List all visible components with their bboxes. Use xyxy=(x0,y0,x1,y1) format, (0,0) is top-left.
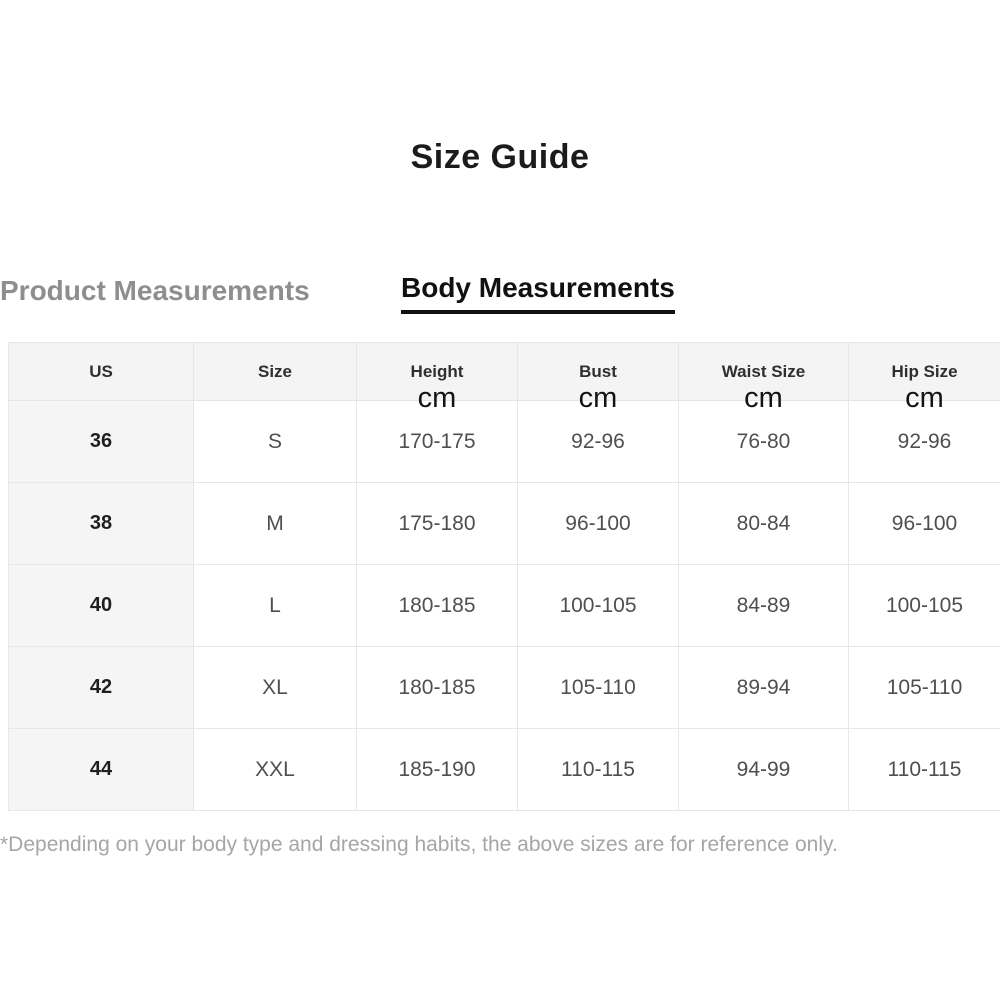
table-cell: L xyxy=(194,565,357,647)
column-header-size xyxy=(194,343,357,401)
table-cell: 42 xyxy=(9,647,194,729)
table-cell: 110-115 xyxy=(518,729,679,811)
table-cell: 100-105 xyxy=(518,565,679,647)
column-unit-label: cm xyxy=(744,382,783,414)
table-cell: 36 xyxy=(9,401,194,483)
table-cell: 92-96 xyxy=(849,401,1000,483)
table-row xyxy=(9,483,1000,565)
table-row xyxy=(9,565,1000,647)
table-cell: 185-190 xyxy=(357,729,518,811)
table-cell: S xyxy=(194,401,357,483)
column-header-label: Size xyxy=(257,361,293,381)
table-row xyxy=(9,729,1000,811)
table-cell: 105-110 xyxy=(849,647,1000,729)
column-header-label: Height xyxy=(410,361,464,381)
table-cell: 44 xyxy=(9,729,194,811)
column-unit-label: cm xyxy=(905,382,944,414)
column-unit-label: cm xyxy=(417,382,457,414)
table-cell: 170-175 xyxy=(357,401,518,483)
column-unit-label: cm xyxy=(578,382,618,414)
table-cell: 40 xyxy=(9,565,194,647)
column-header-waist-size xyxy=(679,343,849,414)
table-row xyxy=(9,401,1000,483)
size-table-body xyxy=(9,401,1000,811)
table-cell: 100-105 xyxy=(849,565,1000,647)
header-row xyxy=(9,343,1000,401)
tab-body-measurements[interactable]: Body Measurements xyxy=(401,272,675,314)
size-table-header xyxy=(9,343,1000,414)
column-header-label: Bust xyxy=(579,361,617,381)
column-header-height xyxy=(357,343,518,414)
column-header-label: Waist Size xyxy=(721,361,806,381)
column-header-us xyxy=(9,343,194,401)
table-cell: 94-99 xyxy=(679,729,849,811)
table-cell: 84-89 xyxy=(679,565,849,647)
table-cell: 96-100 xyxy=(849,483,1000,565)
table-cell: 175-180 xyxy=(357,483,518,565)
table-cell: 89-94 xyxy=(679,647,849,729)
table-cell: 180-185 xyxy=(357,647,518,729)
table-cell: 92-96 xyxy=(518,401,679,483)
tab-product-measurements[interactable]: Product Measurements xyxy=(0,275,310,306)
table-cell: 105-110 xyxy=(518,647,679,729)
table-cell: 96-100 xyxy=(518,483,679,565)
size-table xyxy=(8,342,1000,811)
table-cell: 76-80 xyxy=(679,401,849,483)
page-title: Size Guide xyxy=(410,138,590,176)
column-header-label: US xyxy=(89,361,113,381)
column-header-label: Hip Size xyxy=(891,361,958,381)
table-cell: 80-84 xyxy=(679,483,849,565)
table-cell: M xyxy=(194,483,357,565)
table-row xyxy=(9,647,1000,729)
column-header-hip-size xyxy=(849,343,1000,414)
table-cell: XXL xyxy=(194,729,357,811)
column-header-bust xyxy=(518,343,679,414)
table-cell: 180-185 xyxy=(357,565,518,647)
table-cell: XL xyxy=(194,647,357,729)
table-cell: 110-115 xyxy=(849,729,1000,811)
footnote: *Depending on your body type and dressing habits, the above sizes are for reference only. xyxy=(0,833,838,856)
table-cell: 38 xyxy=(9,483,194,565)
